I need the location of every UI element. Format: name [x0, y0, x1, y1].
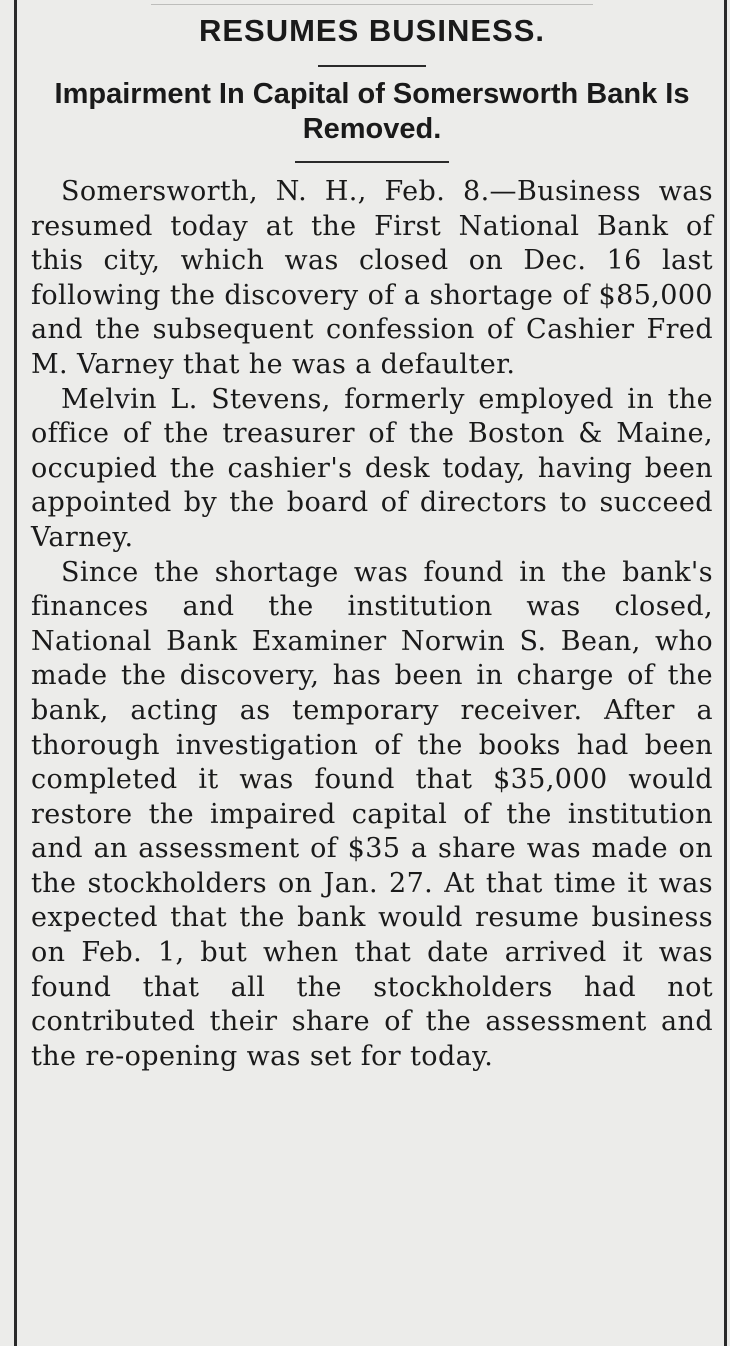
article-paragraph-2: Melvin L. Stevens, formerly employed in the office of the treasurer of the Boston & Maine, occupied the cashier's desk today, having been appointed by the board of directors to succeed Varney. [31, 383, 713, 553]
article-subhead: Impairment In Capital of Somersworth Bank Is Removed. [54, 78, 690, 145]
column-rule-right [724, 0, 727, 1346]
headline-divider [318, 65, 426, 67]
column-rule-left [14, 0, 17, 1346]
article-body [31, 175, 713, 1074]
top-divider [151, 4, 593, 5]
article-headline: RESUMES BUSINESS. [198, 13, 545, 48]
subhead-divider [295, 161, 449, 163]
article-paragraph-3: Since the shortage was found in the bank's finances and the institution was closed, National Bank Examiner Norwin S. Bean, who made the discovery, has been in charge of the bank, acting as temporary receiver. After a thorough investigation of the books had been completed it was found that $35,000 would restore the impaired capital of the institution and an assessment of $35 a share was made on the stockholders on Jan. 27. At that time it was expected that the bank would resume business on Feb. 1, but when that date arrived it was found that all the stockholders had not contributed their share of the assessment and the re-opening was set for today. [31, 556, 713, 1072]
article-paragraph-1: Somersworth, N. H., Feb. 8.—Business was resumed today at the First National Bank of this city, which was closed on Dec. 16 last following the discovery of a shortage of $85,000 and the subsequent confession of Cashier Fred M. Varney that he was a defaulter. [31, 176, 713, 380]
article-column [31, 0, 713, 1074]
